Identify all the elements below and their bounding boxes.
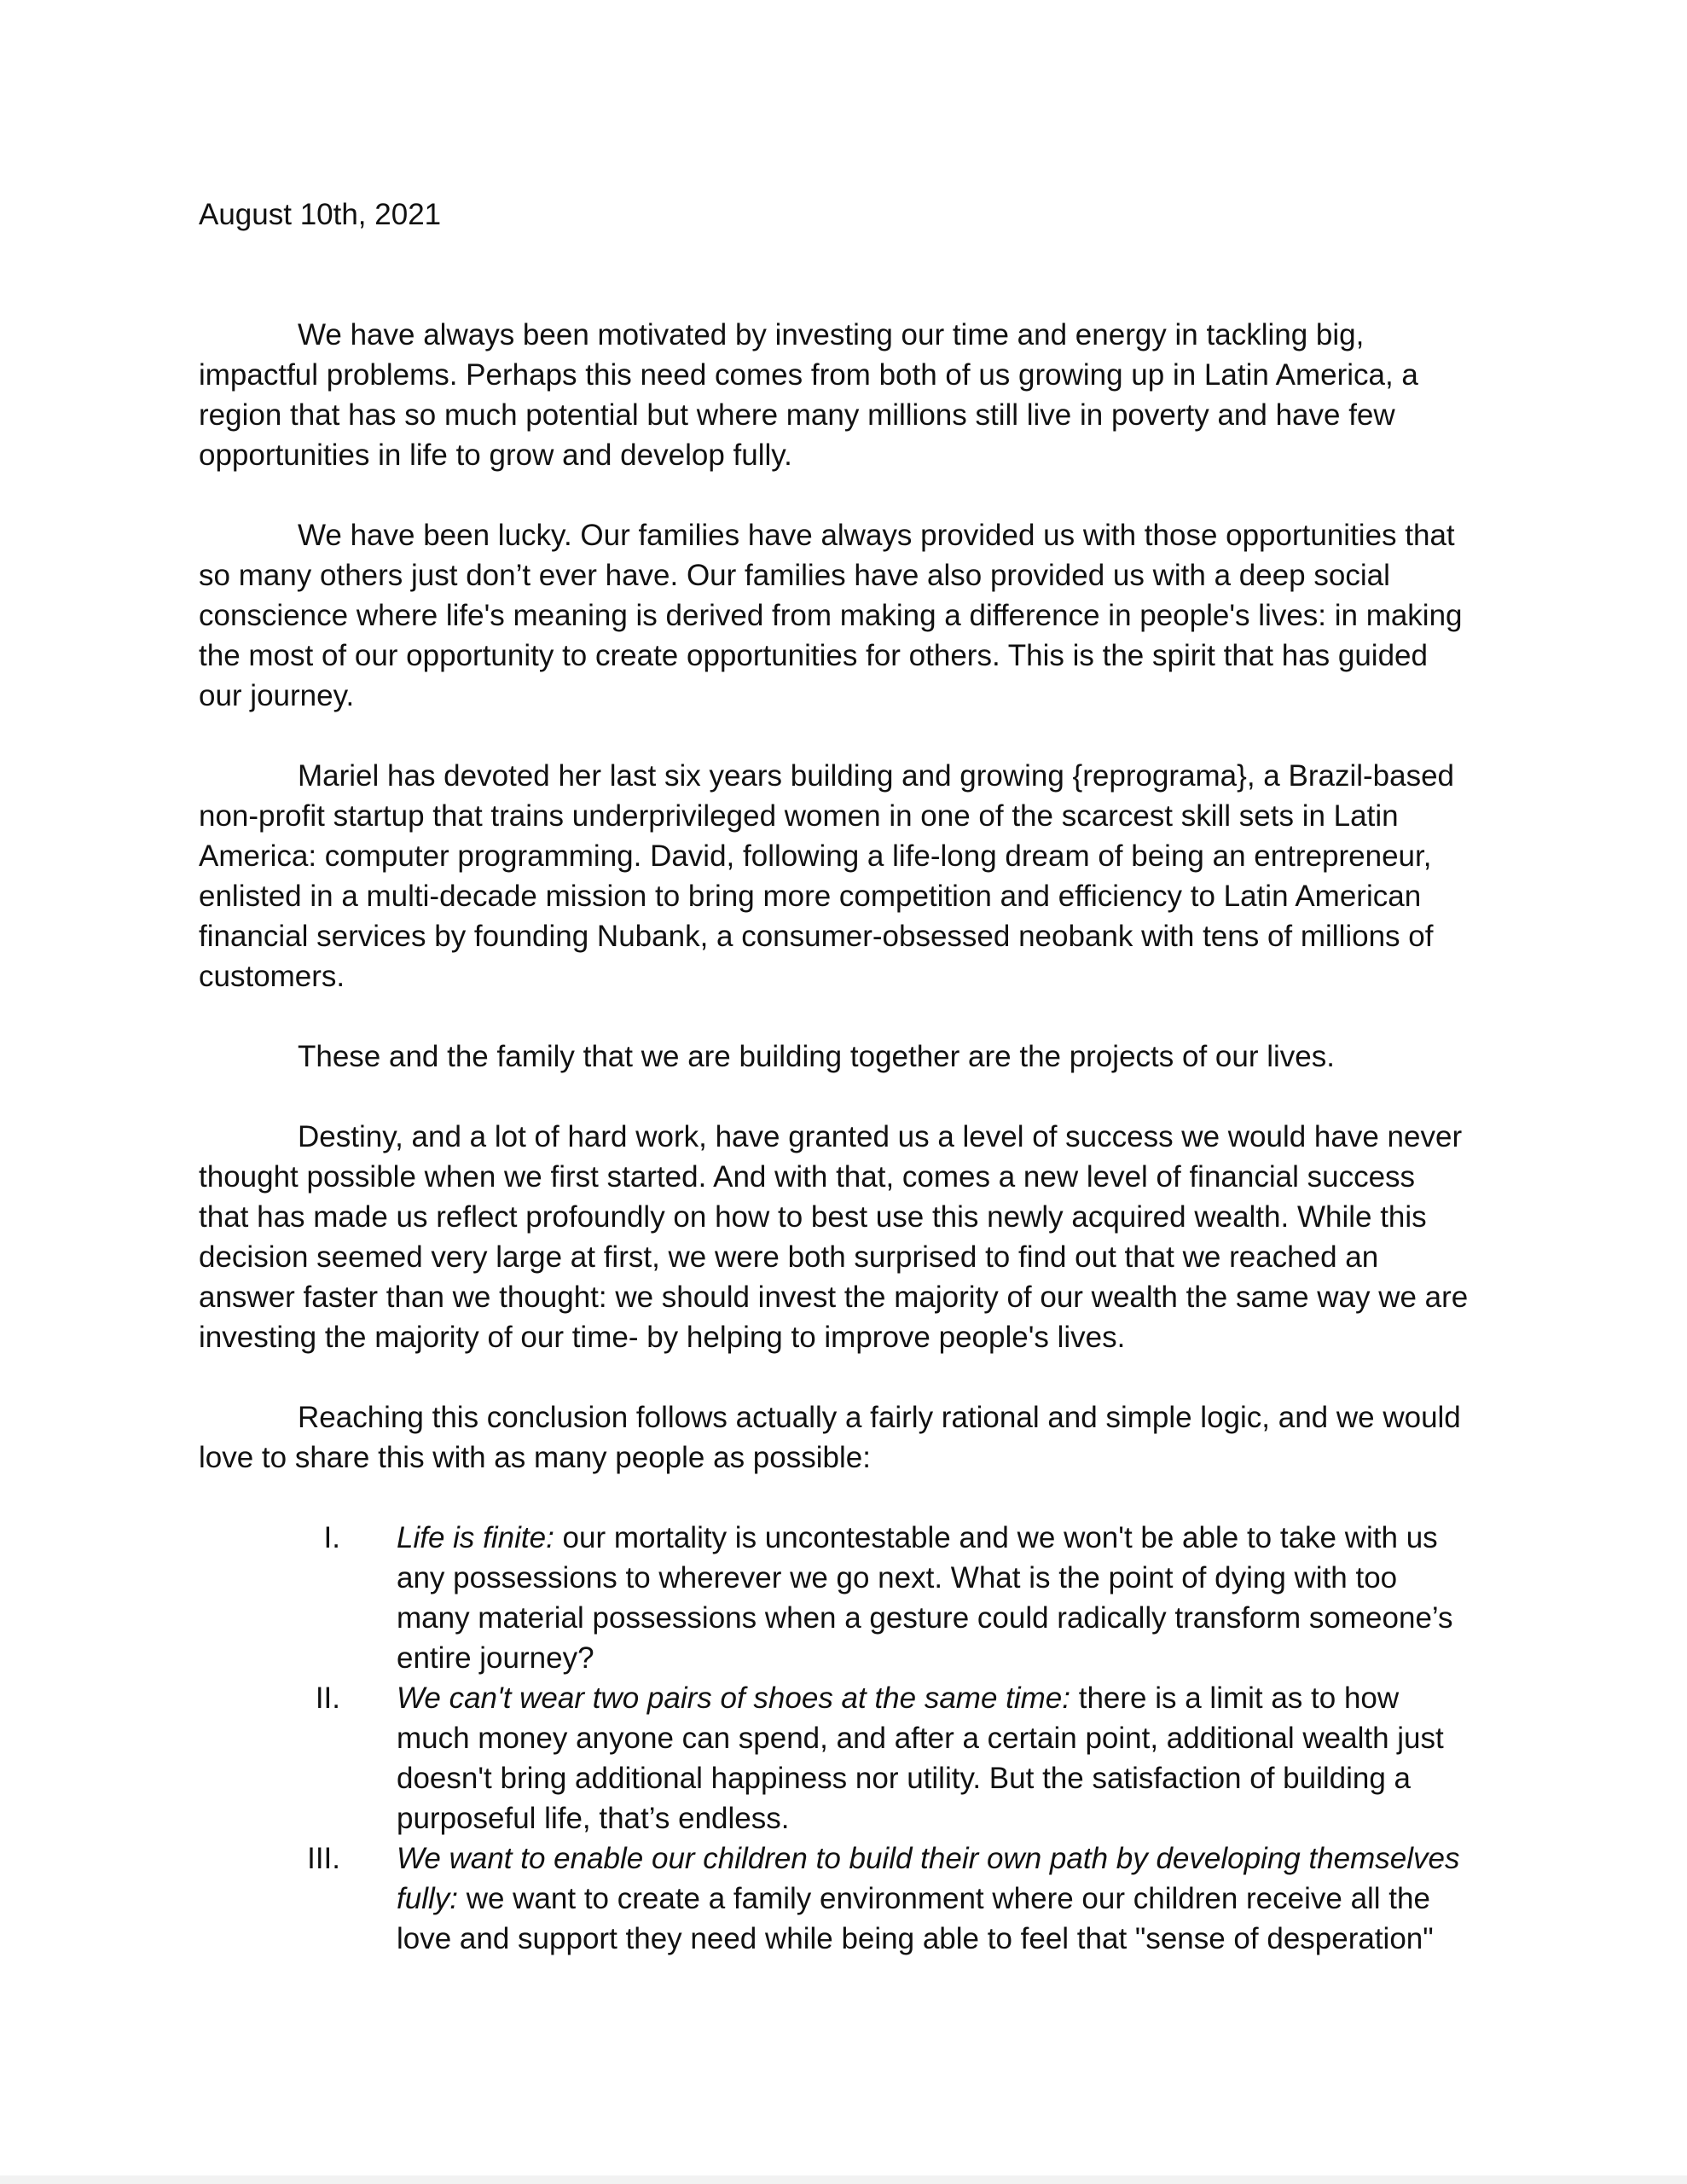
paragraph-line: Mariel has devoted her last six years building and growing {reprograma}, a Brazil-based bbox=[298, 759, 1455, 793]
list-emphasis: We want to enable our children to build their own path by developing themselves bbox=[397, 1842, 1460, 1875]
list-line-rest: we want to create a family environment where our children receive all the bbox=[457, 1882, 1430, 1915]
list-numeral: II. bbox=[315, 1682, 340, 1715]
paragraph-line: enlisted in a multi-decade mission to bring more competition and efficiency to Latin American bbox=[199, 880, 1422, 913]
paragraph-line: thought possible when we first started. And with that, comes a new level of financial success bbox=[199, 1160, 1416, 1194]
paragraph-line: Reaching this conclusion follows actually a fairly rational and simple logic, and we would bbox=[298, 1401, 1461, 1434]
paragraph-3 bbox=[199, 756, 1495, 996]
list-line bbox=[397, 1678, 1495, 1718]
list-line: doesn't bring additional happiness nor utility. But the satisfaction of building a bbox=[397, 1762, 1412, 1795]
paragraph-line: America: computer programming. David, following a life-long dream of being an entrepreneur, bbox=[199, 839, 1432, 873]
paragraph-5 bbox=[199, 1117, 1495, 1357]
paragraph-1 bbox=[199, 315, 1495, 475]
paragraph-line: investing the majority of our time- by helping to improve people's lives. bbox=[199, 1321, 1126, 1354]
paragraph-line: financial services by founding Nubank, a consumer-obsessed neobank with tens of millions of bbox=[199, 920, 1434, 953]
paragraph-line: the most of our opportunity to create opportunities for others. This is the spirit that has guided bbox=[199, 639, 1428, 672]
list-line bbox=[397, 1879, 1495, 1919]
page-bottom-edge bbox=[0, 2175, 1687, 2184]
list-line bbox=[397, 1518, 1495, 1558]
list-emphasis: fully: bbox=[397, 1882, 458, 1915]
paragraph-2 bbox=[199, 515, 1495, 716]
list-item-text bbox=[397, 1518, 1495, 1678]
paragraph-line: answer faster than we thought: we should invest the majority of our wealth the same way we are bbox=[199, 1281, 1469, 1314]
list-numeral: I. bbox=[323, 1521, 340, 1554]
paragraph-line: our journey. bbox=[199, 679, 355, 712]
list-emphasis: Life is finite: bbox=[397, 1521, 554, 1554]
paragraph-line: region that has so much potential but where many millions still live in poverty and have few bbox=[199, 398, 1395, 432]
paragraph-line: conscience where life's meaning is derived from making a difference in people's lives: in making bbox=[199, 599, 1463, 632]
paragraph-line: Destiny, and a lot of hard work, have granted us a level of success we would have never bbox=[298, 1120, 1463, 1153]
list-line: purposeful life, that’s endless. bbox=[397, 1802, 790, 1835]
paragraph-6 bbox=[199, 1397, 1495, 1478]
paragraph-4 bbox=[199, 1037, 1495, 1077]
paragraph-line: non-profit startup that trains underprivileged women in one of the scarcest skill sets in Latin bbox=[199, 799, 1399, 833]
paragraph-line: customers. bbox=[199, 960, 345, 993]
list-item bbox=[199, 1678, 1495, 1838]
paragraph-line: decision seemed very large at first, we were both surprised to find out that we reached an bbox=[199, 1240, 1379, 1274]
letter-body bbox=[199, 315, 1495, 1959]
list-item-text bbox=[397, 1838, 1495, 1959]
list-item bbox=[199, 1838, 1495, 1959]
list-numeral: III. bbox=[307, 1842, 340, 1875]
reasons-list bbox=[199, 1518, 1495, 1959]
list-line: any possessions to wherever we go next. What is the point of dying with too bbox=[397, 1561, 1398, 1594]
list-emphasis: We can't wear two pairs of shoes at the same time: bbox=[397, 1682, 1070, 1715]
list-line: love and support they need while being able to feel that "sense of desperation" bbox=[397, 1922, 1434, 1955]
list-item bbox=[199, 1518, 1495, 1678]
paragraph-line: impactful problems. Perhaps this need comes from both of us growing up in Latin America, a bbox=[199, 358, 1418, 392]
letter-date: August 10th, 2021 bbox=[199, 198, 442, 231]
list-line: much money anyone can spend, and after a certain point, additional wealth just bbox=[397, 1722, 1444, 1755]
paragraph-line: opportunities in life to grow and develop fully. bbox=[199, 439, 792, 472]
paragraph-line: that has made us reflect profoundly on how to best use this newly acquired wealth. While this bbox=[199, 1200, 1427, 1234]
paragraph-line: We have always been motivated by investing our time and energy in tackling big, bbox=[298, 318, 1365, 351]
list-line-rest: there is a limit as to how bbox=[1070, 1682, 1400, 1715]
paragraph-line: We have been lucky. Our families have always provided us with those opportunities that bbox=[298, 519, 1455, 552]
paragraph-line: love to share this with as many people as possible: bbox=[199, 1441, 871, 1474]
list-item-text bbox=[397, 1678, 1495, 1838]
list-line: entire journey? bbox=[397, 1641, 594, 1675]
paragraph-line: These and the family that we are building together are the projects of our lives. bbox=[298, 1040, 1335, 1073]
list-line-rest: our mortality is uncontestable and we won't be able to take with us bbox=[554, 1521, 1438, 1554]
list-line: many material possessions when a gesture could radically transform someone’s bbox=[397, 1601, 1453, 1635]
paragraph-line: so many others just don’t ever have. Our families have also provided us with a deep social bbox=[199, 559, 1390, 592]
